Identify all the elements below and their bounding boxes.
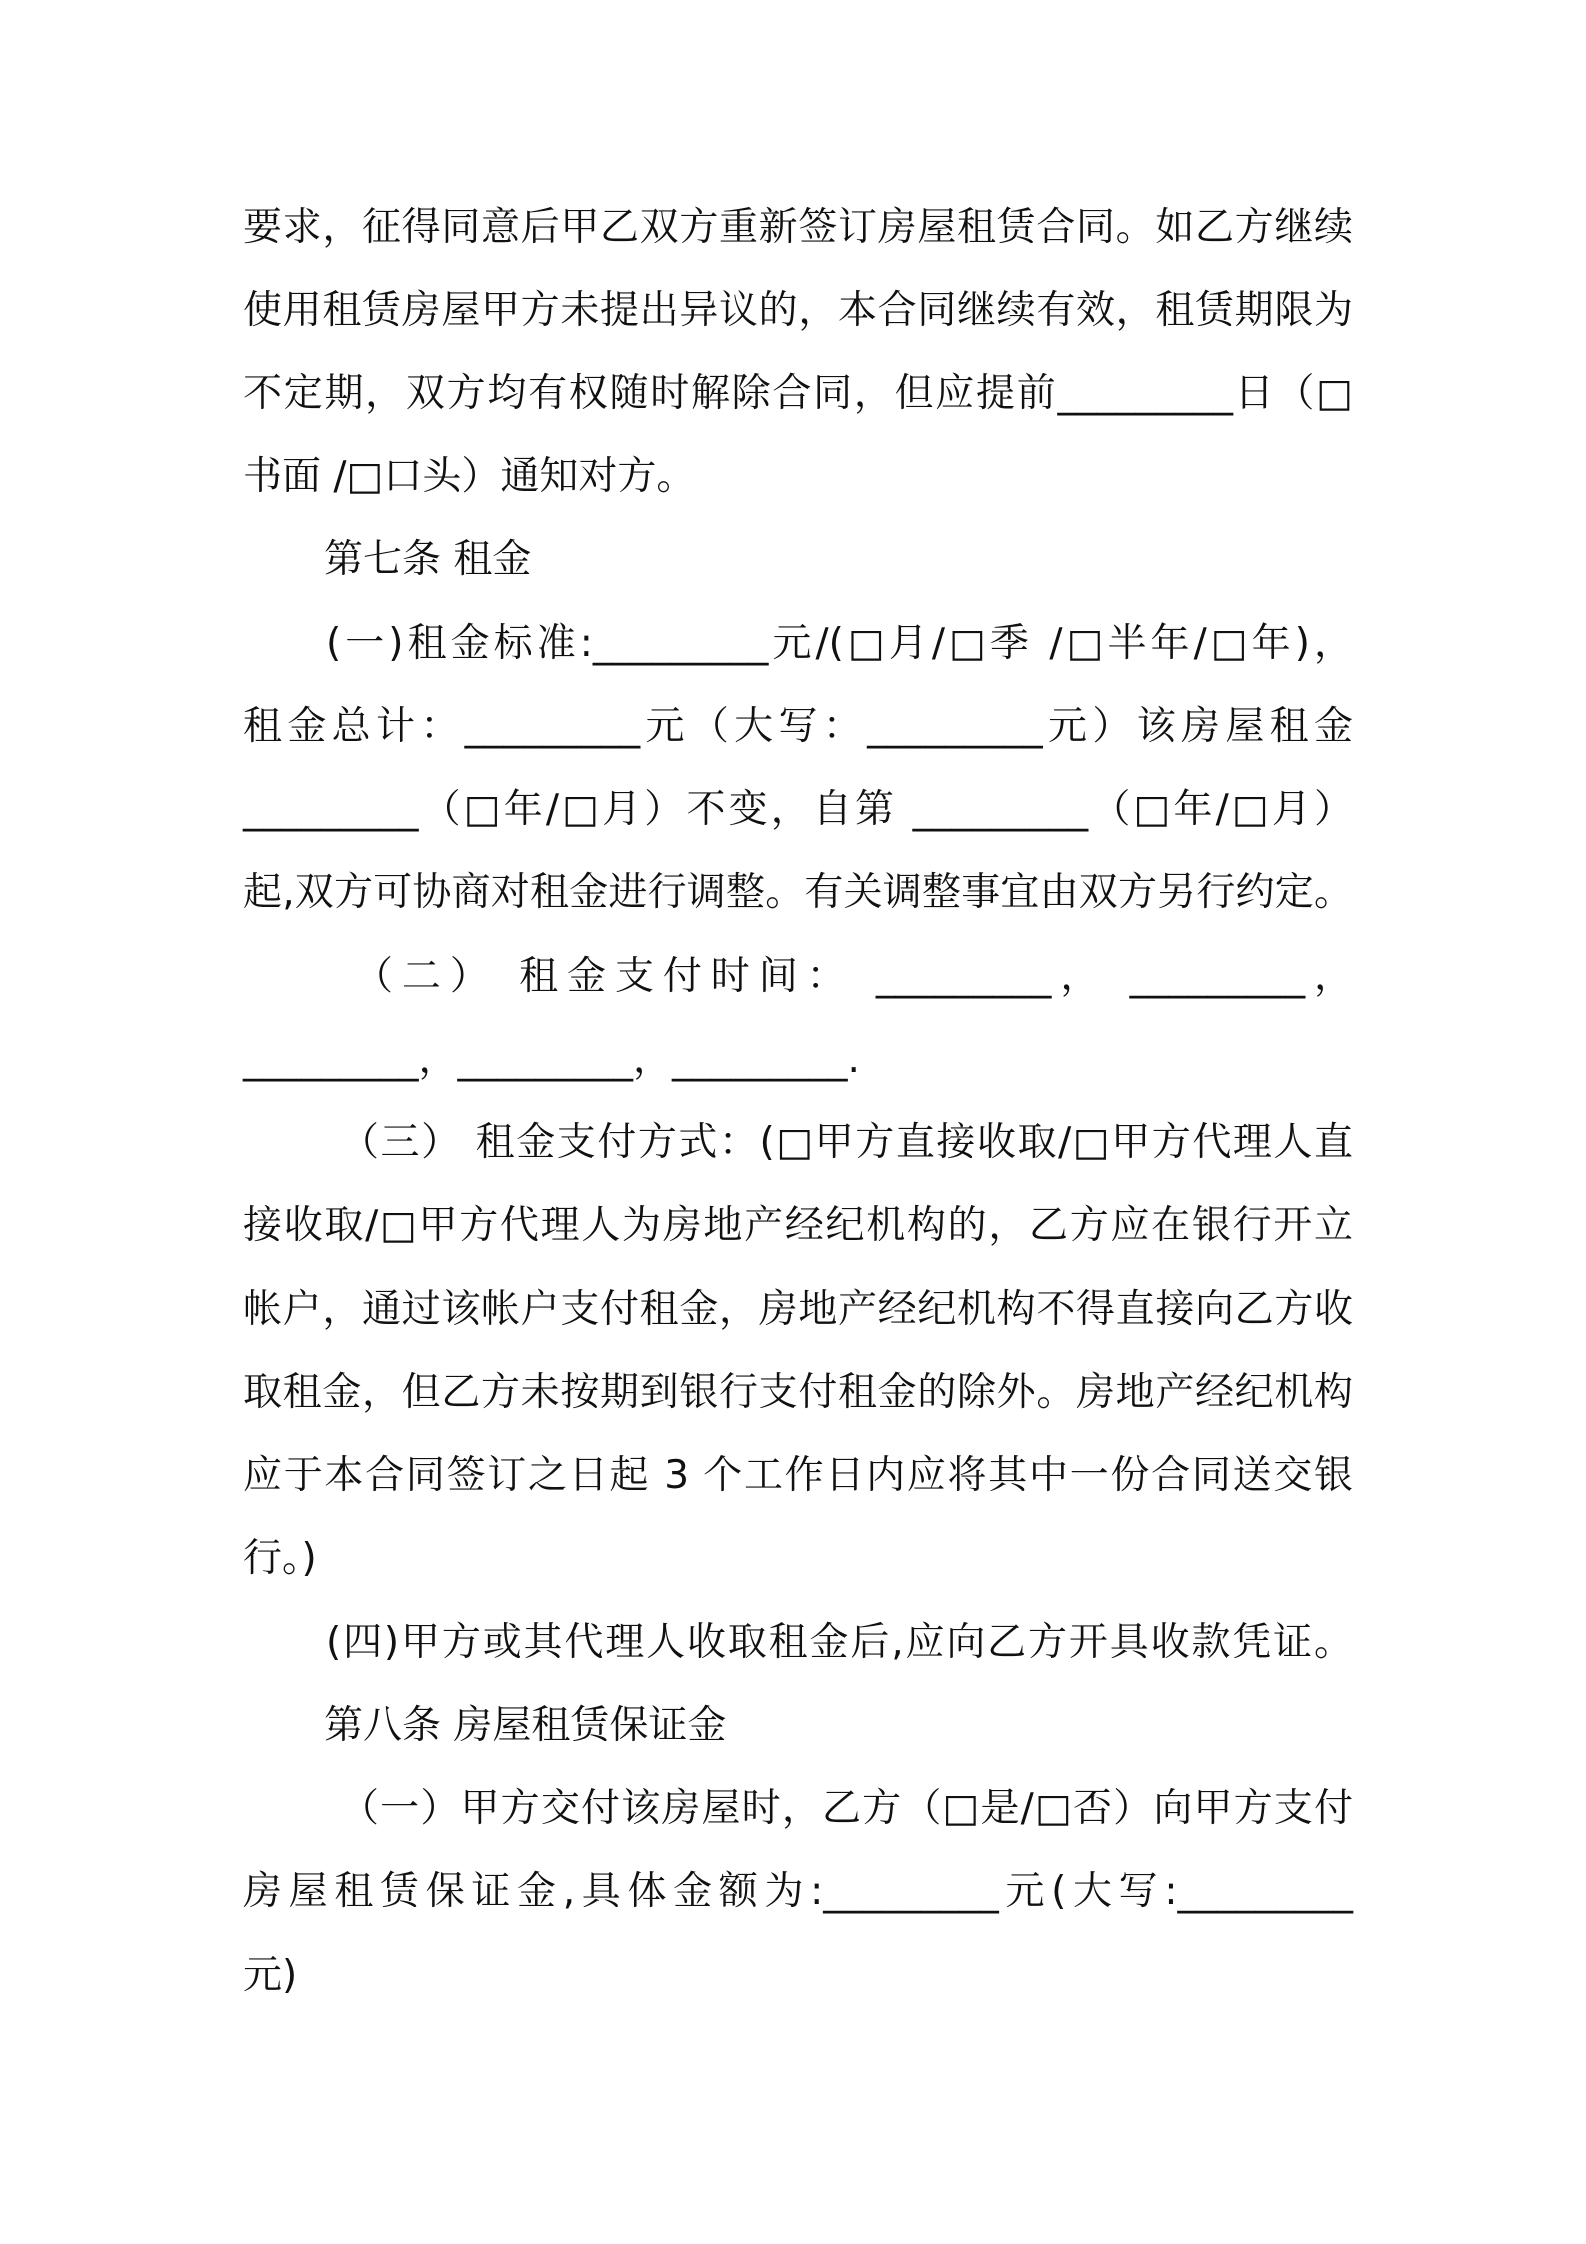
body-line-10: （二） 租金支付时间： _________， _________， xyxy=(354,954,1353,999)
body-line-13: 接收取/□甲方代理人为房地产经纪机构的，乙方应在银行开立 xyxy=(243,1203,1353,1248)
body-line-11: _________，_________，_________. xyxy=(243,1037,860,1082)
body-line-18: (四)甲方或其代理人收取租金后,应向乙方开具收款凭证。 xyxy=(326,1620,1353,1665)
body-line-4: 书面 /□口头）通知对方。 xyxy=(243,454,696,499)
body-line-16: 应于本合同签订之日起 3 个工作日内应将其中一份合同送交银 xyxy=(243,1453,1353,1498)
body-line-15: 取租金，但乙方未按期到银行支付租金的除外。房地产经纪机构 xyxy=(243,1370,1353,1415)
section-heading-article-7: 第七条 租金 xyxy=(324,537,532,582)
body-line-22: 元) xyxy=(243,1953,298,1998)
body-line-2: 使用租赁房屋甲方未提出异议的，本合同继续有效，租赁期限为 xyxy=(243,288,1353,333)
body-line-1: 要求，征得同意后甲乙双方重新签订房屋租赁合同。如乙方继续 xyxy=(243,205,1353,250)
body-line-8: _________（□年/□月）不变，自第 _________（□年/□月） xyxy=(243,787,1353,832)
body-line-12: （三） 租金支付方式：(□甲方直接收取/□甲方代理人直 xyxy=(340,1120,1353,1165)
section-heading-article-8: 第八条 房屋租赁保证金 xyxy=(324,1703,727,1748)
body-line-20: （一）甲方交付该房屋时，乙方（□是/□否）向甲方支付 xyxy=(340,1786,1353,1831)
body-line-14: 帐户，通过该帐户支付租金，房地产经纪机构不得直接向乙方收 xyxy=(243,1287,1353,1332)
body-line-3: 不定期，双方均有权随时解除合同，但应提前_________日（□ xyxy=(243,371,1353,416)
body-line-17: 行。) xyxy=(243,1536,317,1581)
body-line-7: 租金总计：_________元（大写：_________元）该房屋租金 xyxy=(243,704,1353,749)
body-line-9: 起,双方可协商对租金进行调整。有关调整事宜由双方另行约定。 xyxy=(243,870,1353,915)
body-line-21: 房屋租赁保证金,具体金额为:_________元(大写:_________ xyxy=(243,1869,1353,1914)
body-line-6: (一)租金标准:_________元/(□月/□季 /□半年/□年)， xyxy=(326,621,1353,666)
